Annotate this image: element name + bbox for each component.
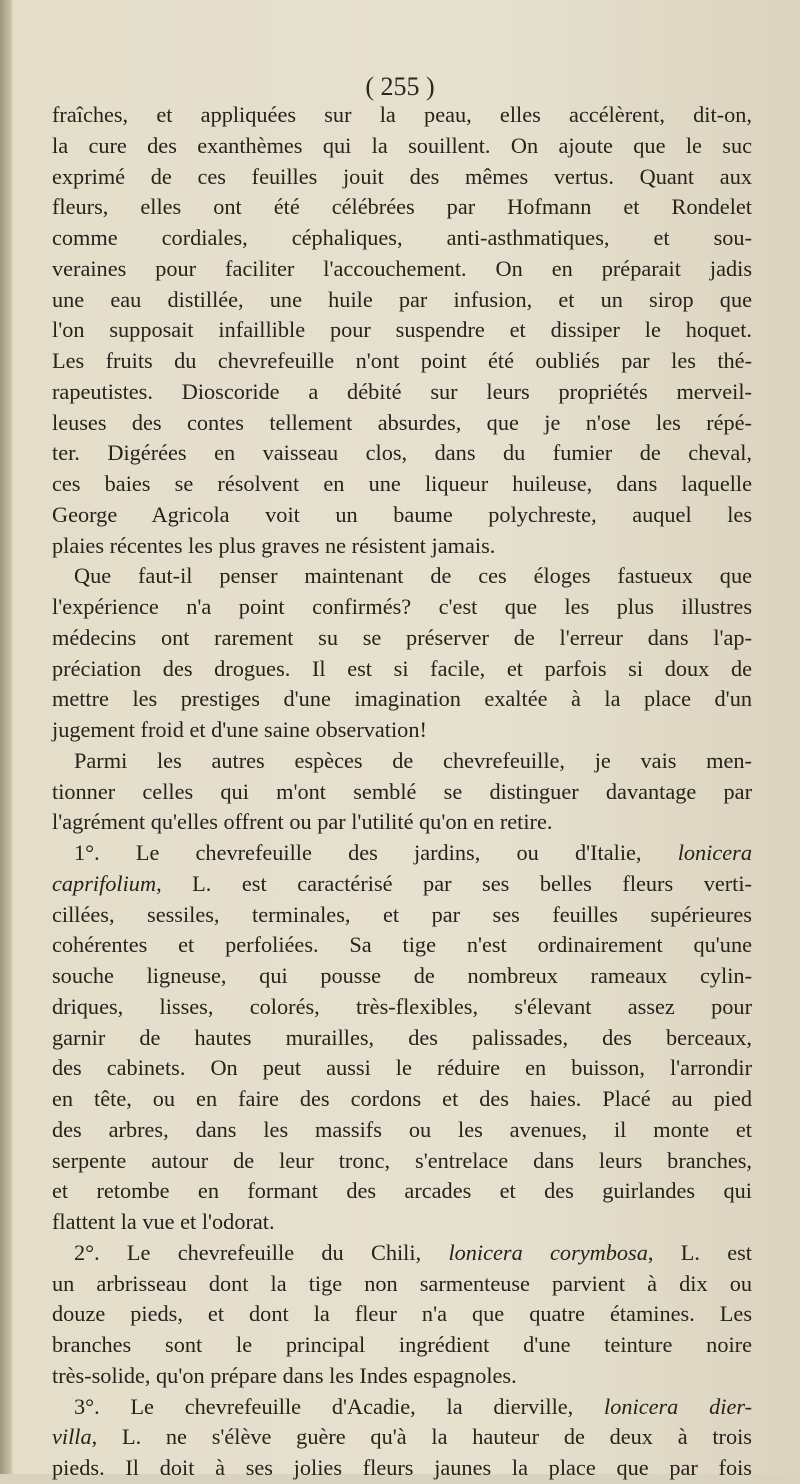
text-line xyxy=(52,715,752,746)
text-segment: souche ligneuse, qui pousse de nombreux rameaux cylin- xyxy=(52,963,752,988)
text-line xyxy=(52,531,752,562)
text-segment: Que faut-il penser maintenant de ces éloges fastueux que xyxy=(74,563,752,589)
text-line xyxy=(52,223,752,254)
text-segment: serpente autour de leur tronc, s'entrelace dans leurs branches, xyxy=(52,1147,752,1173)
text-segment: la cure des exanthèmes qui la souillent. On ajoute que le suc xyxy=(52,132,752,158)
text-line xyxy=(52,777,752,808)
text-line xyxy=(52,1330,752,1361)
text-line xyxy=(52,1053,752,1084)
text-segment: plaies récentes les plus graves ne résistent jamais. xyxy=(52,532,496,558)
text-line xyxy=(52,131,752,162)
text-line xyxy=(52,1084,752,1115)
text-segment: driques, lisses, colorés, très-flexibles, s'élevant assez pour xyxy=(52,993,752,1019)
text-segment: , L. est caractérisé par ses belles fleurs verti- xyxy=(156,870,752,896)
text-line xyxy=(52,900,752,931)
text-line xyxy=(52,961,752,992)
text-segment: pieds. Il doit à ses jolies fleurs jaunes la place que par fois xyxy=(52,1455,752,1480)
text-line xyxy=(52,346,752,377)
text-segment: ces baies se résolvent en une liqueur huileuse, dans laquelle xyxy=(52,471,752,496)
page-number: ( 255 ) xyxy=(365,72,435,101)
text-segment: préciation des drogues. Il est si facile, et parfois si doux de xyxy=(52,655,752,681)
text-line xyxy=(52,1453,752,1484)
body-text xyxy=(52,100,752,1484)
text-line xyxy=(52,469,752,500)
text-line xyxy=(52,838,752,869)
italic-term: lonicera corymbosa xyxy=(448,1239,648,1265)
text-line xyxy=(52,1176,752,1207)
text-segment: cillées, sessiles, terminales, et par ses feuilles supérieures xyxy=(52,901,752,927)
text-line xyxy=(52,315,752,346)
text-line xyxy=(52,1238,752,1269)
text-line xyxy=(52,408,752,439)
text-segment: 1°. Le chevrefeuille des jardins, ou d'Italie, xyxy=(74,840,678,865)
text-line xyxy=(52,1269,752,1300)
text-segment: l'on supposait infaillible pour suspendre et dissiper le hoquet. xyxy=(52,317,752,343)
text-segment: ter. Digérées en vaisseau clos, dans du fumier de cheval, xyxy=(52,440,752,466)
text-segment: des arbres, dans les massifs ou les avenues, il monte et xyxy=(52,1116,752,1142)
text-segment: veraines pour faciliter l'accouchement. On en préparait jadis xyxy=(52,255,752,281)
text-segment: très-solide, qu'on prépare dans les Indes espagnoles. xyxy=(52,1362,517,1388)
text-line xyxy=(52,807,752,838)
text-segment: une eau distillée, une huile par infusion, et un sirop que xyxy=(52,286,752,312)
text-line xyxy=(52,684,752,715)
text-line xyxy=(52,1115,752,1146)
text-segment: exprimé de ces feuilles jouit des mêmes vertus. Quant aux xyxy=(52,163,752,189)
text-line xyxy=(52,654,752,685)
text-segment: douze pieds, et dont la fleur n'a que quatre étamines. Les xyxy=(52,1301,752,1327)
text-segment: tionner celles qui m'ont semblé se distinguer davantage par xyxy=(52,778,752,804)
text-segment: George Agricola voit un baume polychreste, auquel les xyxy=(52,501,752,527)
text-segment: l'expérience n'a point confirmés? c'est que les plus illustres xyxy=(52,594,752,619)
text-line xyxy=(52,930,752,961)
text-segment: branches sont le principal ingrédient d'une teinture noire xyxy=(52,1332,752,1357)
text-segment: jugement froid et d'une saine observation! xyxy=(52,717,427,742)
text-segment: fleurs, elles ont été célébrées par Hofmann et Rondelet xyxy=(52,194,752,220)
text-segment: Les fruits du chevrefeuille n'ont point été oubliés par les thé- xyxy=(52,348,752,373)
text-line xyxy=(52,162,752,193)
text-segment: comme cordiales, céphaliques, anti-asthmatiques, et sou- xyxy=(52,225,752,250)
text-segment: en tête, ou en faire des cordons et des haies. Placé au pied xyxy=(52,1086,752,1111)
text-segment: médecins ont rarement su se préserver de l'erreur dans l'ap- xyxy=(52,624,752,650)
text-segment: et retombe en formant des arcades et des guirlandes qui xyxy=(52,1178,752,1204)
text-segment: l'agrément qu'elles offrent ou par l'utilité qu'on en retire. xyxy=(52,809,553,835)
italic-term: lonicera xyxy=(677,840,752,865)
text-segment: mettre les prestiges d'une imagination exaltée à la place d'un xyxy=(52,686,752,712)
text-segment: garnir de hautes murailles, des palissades, des berceaux, xyxy=(52,1024,752,1050)
text-line xyxy=(52,1207,752,1238)
text-line xyxy=(52,500,752,531)
text-segment: des cabinets. On peut aussi le réduire en buisson, l'arrondir xyxy=(52,1055,752,1081)
text-line xyxy=(52,1146,752,1177)
text-line xyxy=(52,1361,752,1392)
text-segment: fraîches, et appliquées sur la peau, elles accélèrent, dit-on, xyxy=(52,102,752,127)
text-segment: rapeutistes. Dioscoride a débité sur leurs propriétés merveil- xyxy=(52,378,752,404)
text-line xyxy=(52,438,752,469)
text-line xyxy=(52,561,752,592)
text-line xyxy=(52,992,752,1023)
text-line xyxy=(52,592,752,623)
text-line xyxy=(52,1422,752,1453)
page-edge xyxy=(0,0,12,1474)
text-segment: Parmi les autres espèces de chevrefeuille, je vais men- xyxy=(74,747,752,773)
text-line xyxy=(52,1392,752,1423)
text-line xyxy=(52,623,752,654)
text-segment: 2°. Le chevrefeuille du Chili, xyxy=(74,1239,449,1265)
italic-term: lonicera dier- xyxy=(604,1393,752,1419)
text-segment: un arbrisseau dont la tige non sarmenteuse parvient à dix ou xyxy=(52,1270,752,1296)
text-line xyxy=(52,746,752,777)
text-line xyxy=(52,869,752,900)
text-segment: flattent la vue et l'odorat. xyxy=(52,1209,275,1234)
text-line xyxy=(52,100,752,131)
text-line xyxy=(52,192,752,223)
text-segment: cohérentes et perfoliées. Sa tige n'est ordinairement qu'une xyxy=(52,932,752,958)
text-segment: , L. est xyxy=(647,1239,752,1265)
text-line xyxy=(52,285,752,316)
text-segment: 3°. Le chevrefeuille d'Acadie, la dierville, xyxy=(74,1393,605,1419)
text-line xyxy=(52,1023,752,1054)
italic-term: caprifolium xyxy=(52,870,157,896)
text-segment: , L. ne s'élève guère qu'à la hauteur de deux à trois xyxy=(91,1424,752,1450)
text-line xyxy=(52,377,752,408)
italic-term: villa xyxy=(52,1424,92,1450)
text-line xyxy=(52,1299,752,1330)
text-line xyxy=(52,254,752,285)
text-segment: leuses des contes tellement absurdes, que je n'ose les répé- xyxy=(52,409,752,435)
